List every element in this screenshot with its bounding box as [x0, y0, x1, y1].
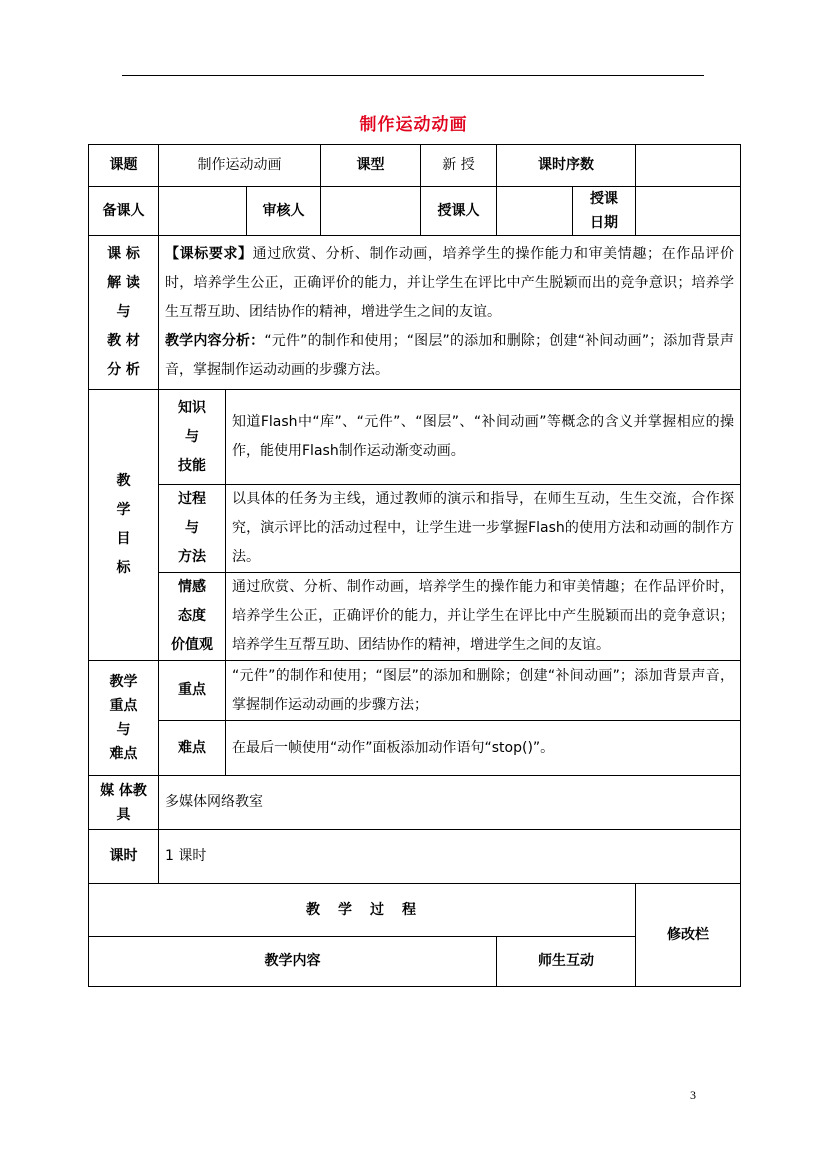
key-points-label-line: 与	[116, 722, 131, 738]
preparer-value	[159, 187, 247, 236]
lesson-label: 课题	[89, 145, 159, 187]
process-heading: 教 学 过 程	[89, 884, 636, 937]
analysis-label-line: 课 标	[107, 246, 140, 262]
media-value: 多媒体网络教室	[159, 776, 741, 830]
reviewer-label: 审核人	[247, 187, 321, 236]
media-label-line: 媒 体教	[100, 782, 147, 799]
reviewer-value	[321, 187, 421, 236]
analysis-label-line: 分 析	[107, 362, 140, 378]
objective-label-line: 情感	[178, 579, 206, 595]
curriculum-requirements-text: 通过欣赏、分析、制作动画，培养学生的操作能力和审美情趣；在作品评价时，培养学生公正，正确评价的能力，并让学生在评比中产生脱颖而出的竞争意识；培养学生互帮互助、团结协作的精神，增进学生之间的友谊。	[165, 246, 735, 320]
knowledge-skills-text: 知道Flash中“库”、“元件”、“图层”、“补间动画”等概念的含义并掌握相应的操作，能使用Flash制作运动渐变动画。	[226, 390, 741, 485]
analysis-row	[89, 236, 741, 390]
objective-label-line: 与	[185, 520, 199, 536]
analysis-label	[89, 236, 159, 390]
difficulty-label: 难点	[159, 721, 226, 776]
emotion-values-label	[159, 573, 226, 661]
lesson-type-value: 新 授	[421, 145, 497, 187]
curriculum-requirements-title: 【课标要求】	[165, 246, 253, 262]
teacher-label: 授课人	[421, 187, 497, 236]
objectives-label-line: 标	[116, 560, 131, 576]
teacher-value	[497, 187, 573, 236]
emotion-values-text: 通过欣赏、分析、制作动画，培养学生的操作能力和审美情趣；在作品评价时，培养学生公正，正确评价的能力，并让学生在评比中产生脱颖而出的竞争意识；培养学生互帮互助、团结协作的精神，增进学生之间的友谊。	[226, 573, 741, 661]
revision-column-label: 修改栏	[636, 884, 741, 987]
content-analysis-text: “元件”的制作和使用；“图层”的添加和删除；创建“补间动画”；添加背景声音，掌握制作运动动画的步骤方法。	[165, 333, 735, 378]
key-points-label-line: 重点	[109, 698, 138, 714]
focus-text: “元件”的制作和使用；“图层”的添加和删除；创建“补间动画”；添加背景声音，掌握制作运动动画的步骤方法；	[226, 661, 741, 721]
process-method-label	[159, 485, 226, 573]
objective-label-line: 方法	[178, 549, 206, 565]
process-method-text: 以具体的任务为主线，通过教师的演示和指导，在师生互动，生生交流，合作探究，演示评比的活动过程中，让学生进一步掌握Flash的使用方法和动画的制作方法。	[226, 485, 741, 573]
focus-label: 重点	[159, 661, 226, 721]
objectives-label-line: 学	[116, 502, 131, 518]
header-rule	[122, 75, 704, 76]
analysis-label-line: 教 材	[107, 333, 140, 349]
lesson-type-label: 课型	[321, 145, 421, 187]
hours-label: 课时	[89, 830, 159, 884]
page-number: 3	[690, 1088, 696, 1102]
teaching-content-label: 教学内容	[89, 937, 497, 987]
period-order-value	[636, 145, 741, 187]
objective-label-line: 与	[185, 428, 199, 445]
process-heading-row	[89, 884, 741, 937]
key-points-label	[89, 661, 159, 776]
focus-row	[89, 661, 741, 721]
objective-label-line: 技能	[178, 457, 206, 474]
media-row	[89, 776, 741, 830]
preparer-label: 备课人	[89, 187, 159, 236]
lesson-info-row	[89, 145, 741, 187]
objectives-label-line: 教	[116, 473, 131, 489]
teaching-date-label	[573, 187, 636, 236]
objective-label-line: 知识	[178, 399, 206, 416]
key-points-label-line: 难点	[109, 746, 138, 762]
objective-label-line: 态度	[178, 608, 206, 624]
curriculum-requirements	[165, 240, 734, 327]
page-title: 制作运动动画	[359, 115, 468, 135]
media-label-line: 具	[116, 806, 131, 823]
period-order-label: 课时序数	[497, 145, 636, 187]
objectives-label-line: 目	[116, 531, 131, 547]
content-analysis	[165, 327, 734, 385]
teaching-date-label-line2: 日期	[590, 215, 619, 231]
difficulty-text: 在最后一帧使用“动作”面板添加动作语句“stop()”。	[226, 721, 741, 776]
analysis-content	[159, 236, 741, 390]
media-label	[89, 776, 159, 830]
difficulty-row	[89, 721, 741, 776]
objectives-label	[89, 390, 159, 661]
teaching-date-value	[636, 187, 741, 236]
hours-row	[89, 830, 741, 884]
lesson-plan-table	[88, 144, 741, 987]
analysis-label-line: 与	[116, 304, 131, 320]
teacher-student-interaction-label: 师生互动	[497, 937, 636, 987]
objective-label-line: 价值观	[171, 637, 213, 653]
hours-value: 1 课时	[159, 830, 741, 884]
teaching-date-label-line1: 授课	[590, 191, 619, 207]
objective-row	[89, 485, 741, 573]
objective-row	[89, 573, 741, 661]
key-points-label-line: 教学	[109, 674, 138, 690]
analysis-label-line: 解 读	[107, 275, 140, 291]
knowledge-skills-label	[159, 390, 226, 485]
lesson-value: 制作运动动画	[159, 145, 321, 187]
objective-row	[89, 390, 741, 485]
content-analysis-title: 教学内容分析：	[165, 333, 265, 349]
objective-label-line: 过程	[178, 491, 206, 507]
staff-row	[89, 187, 741, 236]
